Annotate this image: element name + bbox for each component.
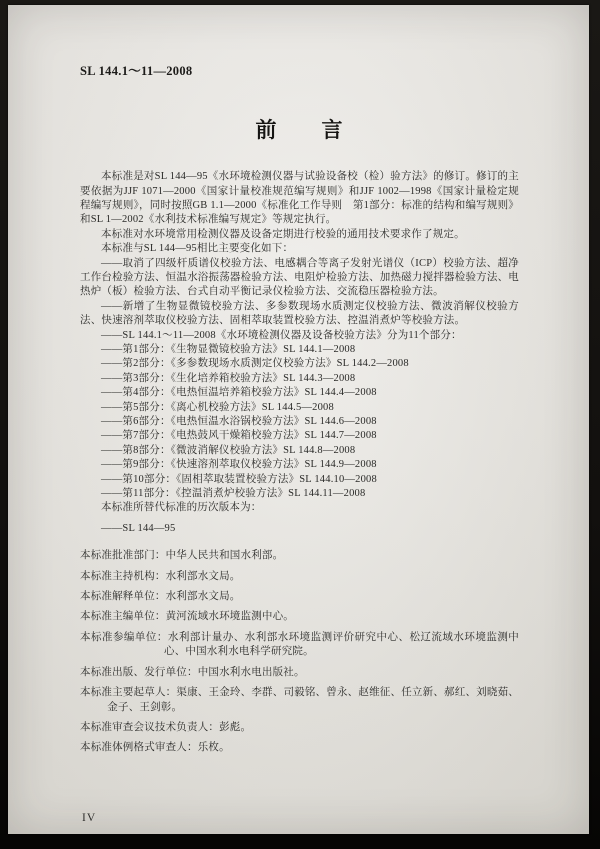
document-page (8, 5, 589, 834)
meta-review-leader: 本标准审查会议技术负责人：彭彪。 (80, 721, 252, 733)
document-body (80, 170, 519, 756)
standard-code: SL 144.1～11—2008 (80, 64, 193, 78)
meta-interpretation-unit: 本标准解释单位：水利部水文局。 (80, 591, 241, 603)
list-item-removed-methods: ——取消了四级杆质谱仪校验方法、电感耦合等离子发射光谱仪（ICP）校验方法、超净工作台检验方法、恒温水浴振荡器检验方法、电阻炉检验方法、加热磁力搅拌器检验方法、电热炉（板）检验方法、台式自动平衡记录仪检验方法、交流稳压器检验方法。 (80, 257, 519, 298)
meta-chief-editor-unit: 本标准主编单位：黄河流域水环境监测中心。 (80, 611, 294, 623)
paragraph: 本标准所替代标准的历次版本为： (101, 502, 262, 514)
list-item-part: ——第6部分：《电热恒温水浴锅校验方法》SL 144.6—2008 (101, 416, 377, 427)
list-item-added-methods: ——新增了生物显微镜校验方法、多参数现场水质测定仪校验方法、微波消解仪校验方法、快速溶剂萃取仪校验方法、固相萃取装置校验方法、控温消煮炉等校验方法。 (80, 300, 519, 327)
list-item-part: ——第10部分：《固相萃取装置校验方法》SL 144.10—2008 (101, 473, 377, 485)
paragraph: ——SL 144.1～11—2008《水环境检测仪器及设备校验方法》分为11个部分： (101, 329, 462, 341)
list-item-previous-version: ——SL 144—95 (101, 522, 176, 534)
list-item-part: ——第7部分：《电热鼓风干燥箱校验方法》SL 144.7—2008 (101, 430, 377, 442)
list-item-part: ——第2部分：《多参数现场水质测定仪校验方法》SL 144.2—2008 (101, 358, 409, 370)
list-item-part: ——第5部分：《离心机校验方法》SL 144.5—2008 (101, 401, 334, 413)
list-item-part: ——第9部分：《快速溶剂萃取仪校验方法》SL 144.9—2008 (101, 459, 377, 471)
list-item-part: ——第11部分：《控温消煮炉校验方法》SL 144.11—2008 (101, 488, 366, 500)
meta-format-reviewer: 本标准体例格式审查人：乐枚。 (80, 742, 230, 754)
paragraph: 本标准对水环境常用检测仪器及设备定期进行校验的通用技术要求作了规定。 (101, 228, 465, 240)
paragraph: 本标准是对SL 144—95《水环境检测仪器与试验设备校（检）验方法》的修订。修订的主要依据为JJF 1071—2000《国家计量校准规范编写规则》和JJF 1002—1998《国家计量检定规程编写规则》，同时按照GB 1.1—2000《标准化工作导则 第1部分：标准的结构和编写规则》和SL 1—2002《水利技术标准编写规定》等规定执行。 (80, 171, 519, 226)
meta-drafters: 本标准主要起草人：渠康、王金玲、李群、司毅铭、曾永、赵维征、任立新、郝红、刘晓茹、金子、王剑彰。 (80, 687, 519, 713)
list-item-part: ——第8部分：《微波消解仪校验方法》SL 144.8—2008 (101, 444, 356, 456)
paragraph: 本标准与SL 144—95相比主要变化如下： (101, 243, 294, 255)
meta-host-organization: 本标准主持机构：水利部水文局。 (80, 570, 241, 582)
meta-approval-department: 本标准批准部门：中华人民共和国水利部。 (80, 550, 284, 562)
list-item-part: ——第3部分：《生化培养箱校验方法》SL 144.3—2008 (101, 372, 356, 384)
page-number: IV (82, 812, 97, 824)
list-item-part: ——第1部分：《生物显微镜校验方法》SL 144.1—2008 (101, 343, 356, 355)
page-title: 前 言 (255, 118, 344, 142)
list-item-part: ——第4部分：《电热恒温培养箱校验方法》SL 144.4—2008 (101, 387, 377, 399)
meta-participating-units: 本标准参编单位：水利部计量办、水利部水环境监测评价研究中心、松辽流域水环境监测中心、中国水利水电科学研究院。 (80, 631, 519, 658)
meta-publisher: 本标准出版、发行单位：中国水利水电出版社。 (80, 666, 305, 678)
